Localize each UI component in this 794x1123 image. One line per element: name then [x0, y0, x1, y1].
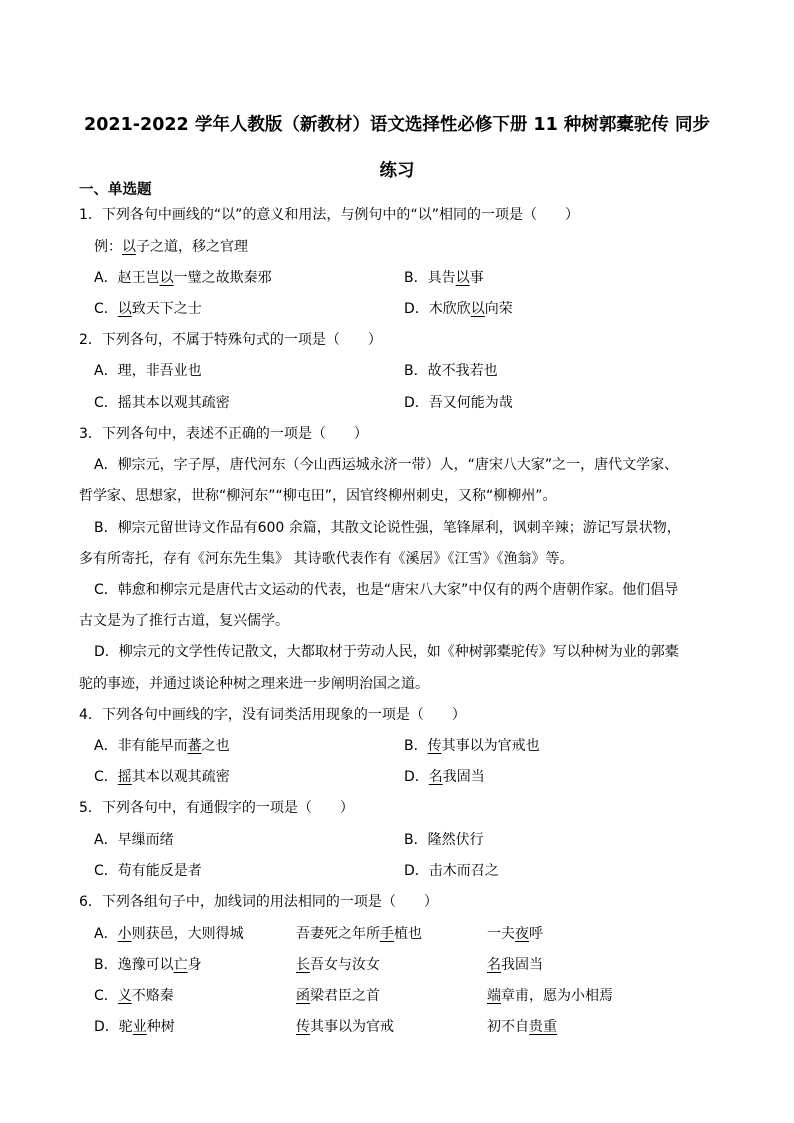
- question-1-example: 例：以子之道，移之官理: [94, 239, 248, 255]
- question-1-option-b: B．具告以事: [404, 270, 484, 286]
- question-1-stem: 1．下列各句中画线的“以”的意义和用法，与例句中的“以”相同的一项是（ ）: [79, 207, 579, 223]
- question-5-option-c: C．苟有能反是者: [94, 863, 202, 879]
- question-5-stem: 5．下列各句中，有通假字的一项是（ ）: [79, 800, 354, 816]
- question-1-option-c: C．以致天下之士: [94, 301, 202, 317]
- question-4-option-c: C．摇其本以观其疏密: [94, 769, 230, 785]
- question-6-option-a-item3: 一夫夜呼: [487, 926, 543, 942]
- question-6-option-b-item3: 名我固当: [487, 957, 543, 973]
- question-3-option-c-line2: 古文是为了推行古道，复兴儒学。: [79, 613, 289, 629]
- question-2-stem: 2．下列各句，不属于特殊句式的一项是（ ）: [79, 332, 382, 348]
- question-2-option-c: C．摇其本以观其疏密: [94, 395, 230, 411]
- question-6-option-b-item1: B．逸豫可以亡身: [94, 957, 202, 973]
- question-6-option-c-item2: 函梁君臣之首: [296, 988, 380, 1004]
- question-6-option-d-item2: 传其事以为官戒: [296, 1019, 394, 1035]
- question-6-option-c-item3: 端章甫，愿为小相焉: [487, 988, 613, 1004]
- question-4-option-b: B．传其事以为官戒也: [404, 738, 540, 754]
- title-line-1: 2021-2022 学年人教版（新教材）语文选择性必修下册 11 种树郭橐驼传 同步: [84, 115, 710, 135]
- question-3-option-a-line2: 哲学家、思想家，世称“柳河东”“柳屯田”，因官终柳州刺史，又称“柳柳州”。: [79, 488, 557, 504]
- question-4-option-a: A．非有能早而蕃之也: [94, 738, 230, 754]
- question-4-stem: 4．下列各句中画线的字，没有词类活用现象的一项是（ ）: [79, 707, 466, 723]
- question-2-option-a: A．理，非吾业也: [94, 363, 202, 379]
- question-3-stem: 3．下列各句中，表述不正确的一项是（ ）: [79, 426, 368, 442]
- question-2-option-b: B．故不我若也: [404, 363, 498, 379]
- question-3-option-d-line1: D．柳宗元的文学性传记散文，大都取材于劳动人民，如《种树郭橐驼传》写以种树为业的郭橐: [94, 644, 679, 660]
- question-3-option-c-line1: C．韩愈和柳宗元是唐代古文运动的代表，也是“唐宋八大家”中仅有的两个唐朝作家。他们倡导: [94, 582, 679, 598]
- question-6-option-d-item1: D．驼业种树: [94, 1019, 175, 1035]
- question-5-option-d: D．击木而召之: [404, 863, 499, 879]
- question-6-option-c-item1: C．义不赂秦: [94, 988, 174, 1004]
- question-6-option-b-item2: 长吾女与汝女: [296, 957, 380, 973]
- question-3-option-d-line2: 驼的事迹，并通过谈论种树之理来进一步阐明治国之道。: [79, 676, 429, 692]
- question-5-option-b: B．隆然伏行: [404, 832, 484, 848]
- question-4-option-d: D．名我固当: [404, 769, 485, 785]
- title-line-2: 练习: [379, 161, 415, 181]
- question-6-stem: 6．下列各组句子中，加线词的用法相同的一项是（ ）: [79, 894, 438, 910]
- question-3-option-b-line2: 多有所寄托，存有《河东先生集》 其诗歌代表作有《溪居》《江雪》《渔翁》等。: [79, 551, 574, 567]
- question-6-option-a-item2: 吾妻死之年所手植也: [296, 926, 422, 942]
- question-3-option-b-line1: B．柳宗元留世诗文作品有600 余篇，其散文论说性强，笔锋犀利，讽刺辛辣；游记写景状物，: [94, 520, 681, 536]
- question-3-option-a-line1: A．柳宗元，字子厚，唐代河东（今山西运城永济一带）人，“唐宋八大家”之一，唐代文学家、: [94, 457, 679, 473]
- question-1-option-a: A．赵王岂以一璧之故欺秦邪: [94, 270, 272, 286]
- question-1-option-d: D．木欣欣以向荣: [404, 301, 513, 317]
- question-2-option-d: D．吾又何能为哉: [404, 395, 513, 411]
- section-heading: 一、单选题: [79, 182, 152, 198]
- question-6-option-a-item1: A．小则获邑，大则得城: [94, 926, 244, 942]
- question-5-option-a: A．早缫而绪: [94, 832, 174, 848]
- question-6-option-d-item3: 初不自贵重: [487, 1019, 557, 1035]
